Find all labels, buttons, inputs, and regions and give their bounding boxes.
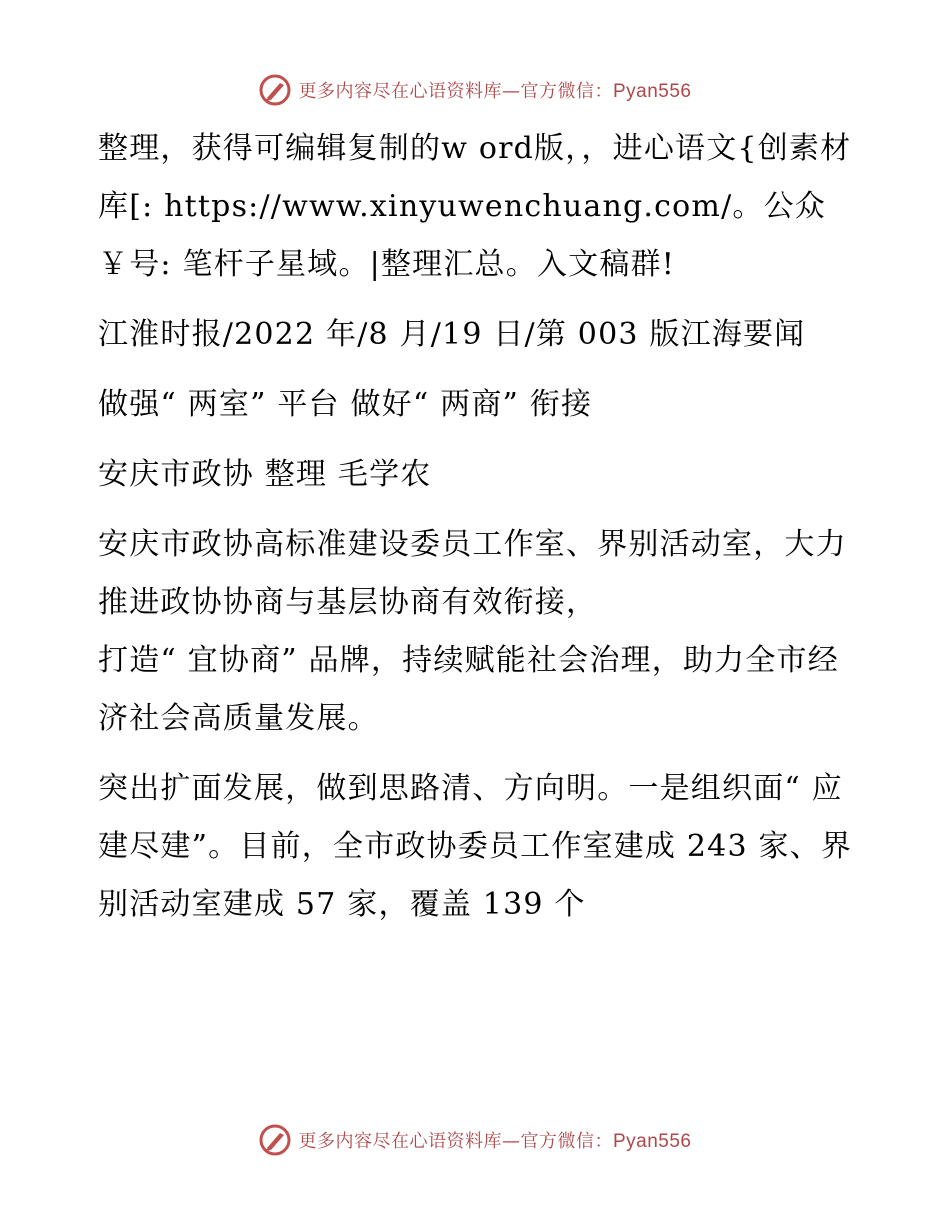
paragraph: 江淮时报/2022 年/8 月/19 日/第 003 版江海要闻 — [98, 317, 806, 352]
paragraph: 突出扩面发展，做到思路清、方向明。一是组织面“ 应建尽建”。目前，全市政协委员工作室建成 243 家、界别活动室建成 57 家，覆盖 139 个 — [98, 771, 853, 922]
paragraph: 安庆市政协 整理 毛学农 — [98, 457, 432, 492]
paragraph: 做强“ 两室” 平台 做好“ 两商” 衔接 — [98, 387, 593, 422]
paragraph: 打造“ 宜协商” 品牌，持续赋能社会治理，助力全市经济社会高质量发展。 — [98, 643, 839, 736]
footer-watermark-banner — [0, 1120, 950, 1160]
banner-text: 更多内容尽在心语资料库—官方微信：Pyan556 — [298, 1131, 692, 1152]
quill-logo-icon — [258, 73, 292, 107]
paragraph: 安庆市政协高标准建设委员工作室、界别活动室，大力推进政协协商与基层协商有效衔接， — [98, 527, 847, 620]
document-body — [98, 120, 858, 946]
banner-text: 更多内容尽在心语资料库—官方微信：Pyan556 — [298, 81, 692, 102]
header-watermark-banner — [0, 70, 950, 110]
paragraph: 整理，获得可编辑复制的w ord版，，进心语文{创素材库[: https://www.xinyuwenchuang.com/。公众￥号: 笔杆子星域。|整理汇总。入文稿群! — [98, 131, 852, 282]
quill-logo-icon — [258, 1123, 292, 1157]
